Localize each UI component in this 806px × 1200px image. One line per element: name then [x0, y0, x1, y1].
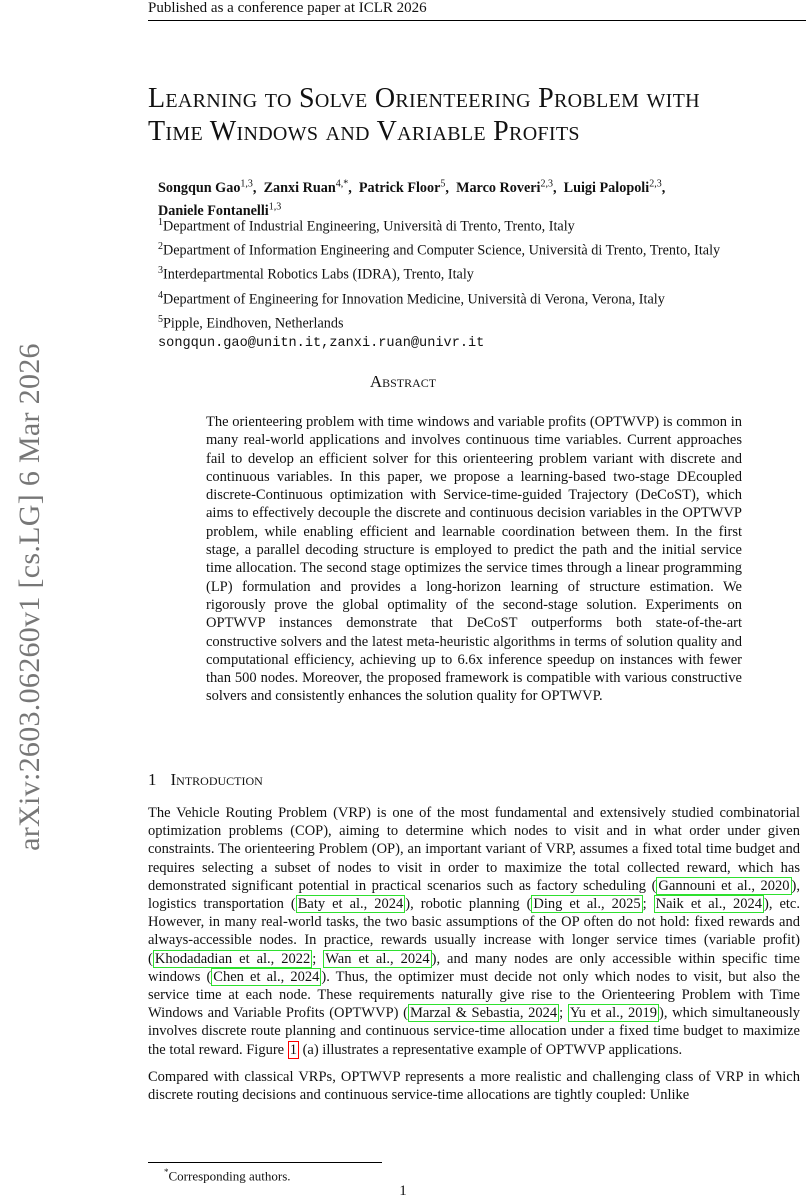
citation-link[interactable]: Wan et al., 2024	[325, 950, 430, 967]
figure-ref-link[interactable]: 1	[289, 1041, 297, 1058]
affiliation: $^3$Interdepartmental Robotics Labs (IDRA), Trento, Italy	[158, 265, 474, 284]
citation-link[interactable]: Naik et al., 2024	[655, 896, 762, 913]
citation-link[interactable]: Baty et al., 2024	[297, 896, 404, 913]
title-line-2: Time Windows and Variable Profits	[148, 116, 580, 147]
citation-link[interactable]: Marzal & Sebastia, 2024	[409, 1005, 558, 1022]
author: Songqun Gao$^{1,3}$,	[158, 178, 261, 196]
affiliation: $^5$Pipple, Eindhoven, Netherlands	[158, 313, 344, 332]
abstract-text: The orienteering problem with time windows and variable profits (OPTWVP) is common in many real-world applications and involves continuous time variables. Current approaches fail to develop an efficient solver for this orienteering problem variant with discrete and continuous variables. In this paper, we propose a learning-based two-stage DEcoupled discrete-Continuous optimization with Service-time-guided Trajectory (DeCoST), which aims to effectively decouple the discrete and continuous decision variables in the OPTWVP problem, while enabling efficient and learnable coordination between them. In the first stage, a parallel decoding structure is employed to predict the path and the initial service time allocation. The second stage optimizes the service times through a linear programming (LP) formulation and provides a long-horizon learning of structure estimation. We rigorously prove the global optimality of the second-stage solution. Experiments on OPTWVP instances demonstrate that DeCoST outperforms both state-of-the-art constructive solvers and the latest meta-heuristic algorithms in terms of solution quality and computational efficiency, achieving up to 6.6x inference speedup on instances with fewer than 500 nodes. Moreover, the proposed framework is compatible with various constructive solvers and consistently enhances the solution quality for OPTWVP.	[206, 414, 742, 705]
citation-link[interactable]: Gannouni et al., 2020	[658, 877, 790, 894]
header-rule	[148, 20, 806, 21]
affiliations	[158, 213, 720, 355]
citation-link[interactable]: Yu et al., 2019	[569, 1005, 658, 1022]
citation-link[interactable]: Khodadadian et al., 2022	[154, 950, 311, 967]
affiliation: $^4$Department of Engineering for Innovation Medicine, Università di Verona, Verona, Italy	[158, 289, 665, 308]
introduction-body	[148, 804, 800, 1113]
affiliation: $^1$Department of Industrial Engineering, Università di Trento, Trento, Italy	[158, 217, 575, 235]
author: Marco Roveri$^{2,3}$,	[456, 178, 561, 196]
section-heading: 1 Introduction	[148, 770, 263, 789]
title-line-1: Learning to Solve Orienteering Problem with	[148, 83, 700, 114]
footnote: *Corresponding authors.	[164, 1167, 291, 1184]
paper-title	[148, 82, 700, 148]
author: Zanxi Ruan$^{4,*}$,	[263, 178, 356, 196]
citation-link[interactable]: Ding et al., 2025	[533, 896, 641, 913]
paragraph: The Vehicle Routing Problem (VRP) is one of the most fundamental and extensively studied combinatorial optimization problems (COP), aiming to determine which nodes to visit and in what order under given constraints. The orienteering Problem (OP), an important variant of VRP, assumes a fixed total time budget and requires selecting a subset of nodes to visit in order to maximize the total collected reward, which has demonstrated significant potential in practical scenarios such as factory scheduling ( Gannouni et al., 2020 ), logistics transportation ( Baty et al., 2024 ), robotic planning ( Ding et al., 2025 ; Naik et al., 2024 ), etc. However, in many real-world tasks, the two basic assumptions of the OP often do not hold: fixed rewards and always-accessible nodes. In practice, rewards usually increase with longer service times (variable profit) ( Khodadadian et al., 2022 ; Wan et al., 2024 ), and many nodes are only accessible within specific time windows ( Chen et al., 2024 ). Thus, the optimizer must decide not only which nodes to visit, but also the service time at each node. These requirements naturally give rise to the Orienteering Problem with Time Windows and Variable Profits (OPTWVP) ( Marzal & Sebastia, 2024 ; Yu et al., 2019 ), which simultaneously involves discrete route planning and continuous service-time allocation under a fixed time budget to maximize the total reward. Figure 1 (a) illustrates a representative example of OPTWVP applications.	[148, 805, 800, 1058]
email-link[interactable]: zanxi.ruan@univr.it	[329, 336, 485, 352]
citation-link[interactable]: Chen et al., 2024	[213, 968, 320, 985]
contact-emails: songqun.gao@unitn.it,zanxi.ruan@univr.it	[158, 336, 485, 352]
author: Luigi Palopoli$^{2,3}$,	[563, 178, 666, 196]
running-header: Published as a conference paper at ICLR 2026	[148, 0, 427, 16]
page-number: 1	[399, 1183, 407, 1199]
author: Patrick Floor$^5$,	[358, 178, 453, 196]
author: Daniele Fontanelli$^{1,3}$	[158, 201, 282, 220]
paragraph: Compared with classical VRPs, OPTWVP represents a more realistic and challenging class of VRP in which discrete routing decisions and continuous service-time allocations are tightly coupled: Unlike	[148, 1068, 800, 1104]
abstract-heading: Abstract	[369, 372, 437, 391]
affiliation: $^2$Department of Information Engineering and Computer Science, Università di Trento, Trento, Italy	[158, 241, 721, 259]
email-link[interactable]: songqun.gao@unitn.it	[158, 336, 322, 352]
footnote-rule	[148, 1162, 382, 1163]
arxiv-stamp: arXiv:2603.06260v1 [cs.LG] 6 Mar 2026	[13, 343, 46, 851]
